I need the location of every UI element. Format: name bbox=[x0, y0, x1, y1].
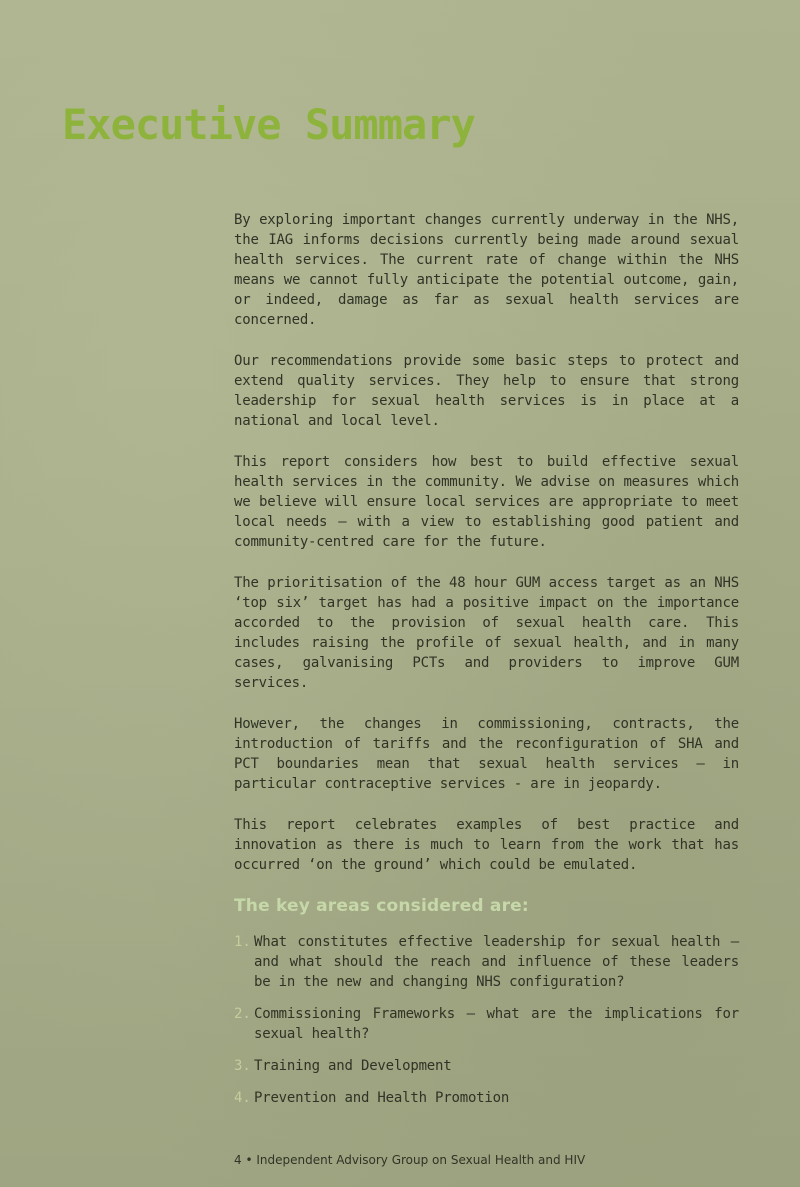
list-item-number: 3. bbox=[234, 1058, 251, 1074]
list-item-text: Training and Development bbox=[254, 1058, 452, 1074]
list-item-number: 2. bbox=[234, 1006, 251, 1022]
paragraph-6: This report celebrates examples of best practice and innovation as there is much to learn from the work that has occurred ‘on the ground’ which could be emulated. bbox=[234, 817, 739, 873]
paragraph-4: The prioritisation of the 48 hour GUM access target as an NHS ‘top six’ target has had a positive impact on the importance accorded to the provision of sexual health care. This includes raising the profile of sexual health, and in many cases, galvanising PCTs and providers to improve GUM services. bbox=[234, 575, 739, 691]
list-item-text: Commissioning Frameworks – what are the implications for sexual health? bbox=[254, 1006, 739, 1042]
list-item-text: What constitutes effective leadership for sexual health – and what should the reach and influence of these leaders be in the new and changing NHS configuration? bbox=[254, 934, 739, 990]
page-title: Executive Summary bbox=[62, 100, 475, 149]
paragraph-1: By exploring important changes currently underway in the NHS, the IAG informs decisions currently being made around sexual health services. The current rate of change within the NHS means we cannot fully anticipate the potential outcome, gain, or indeed, damage as far as sexual health services are concerned. bbox=[234, 212, 739, 328]
list-item bbox=[234, 1004, 739, 1044]
list-item-number: 4. bbox=[234, 1090, 251, 1106]
key-areas-heading: The key areas considered are: bbox=[234, 896, 529, 916]
list-item bbox=[234, 932, 739, 992]
list-item bbox=[234, 1056, 739, 1076]
summary-body bbox=[234, 210, 739, 1120]
list-item bbox=[234, 1088, 739, 1108]
page-footer: 4 • Independent Advisory Group on Sexual Health and HIV bbox=[234, 1153, 586, 1167]
paragraph-5: However, the changes in commissioning, contracts, the introduction of tariffs and the reconfiguration of SHA and PCT boundaries mean that sexual health services – in particular contraceptive services - are in jeopardy. bbox=[234, 716, 739, 792]
paragraph-2: Our recommendations provide some basic steps to protect and extend quality services. They help to ensure that strong leadership for sexual health services is in place at a national and local level. bbox=[234, 353, 739, 429]
paragraph-3: This report considers how best to build effective sexual health services in the community. We advise on measures which we believe will ensure local services are appropriate to meet local needs – with a view to establishing good patient and community-centred care for the future. bbox=[234, 454, 739, 550]
list-item-number: 1. bbox=[234, 934, 251, 950]
list-item-text: Prevention and Health Promotion bbox=[254, 1090, 510, 1106]
key-areas-list bbox=[234, 932, 739, 1108]
